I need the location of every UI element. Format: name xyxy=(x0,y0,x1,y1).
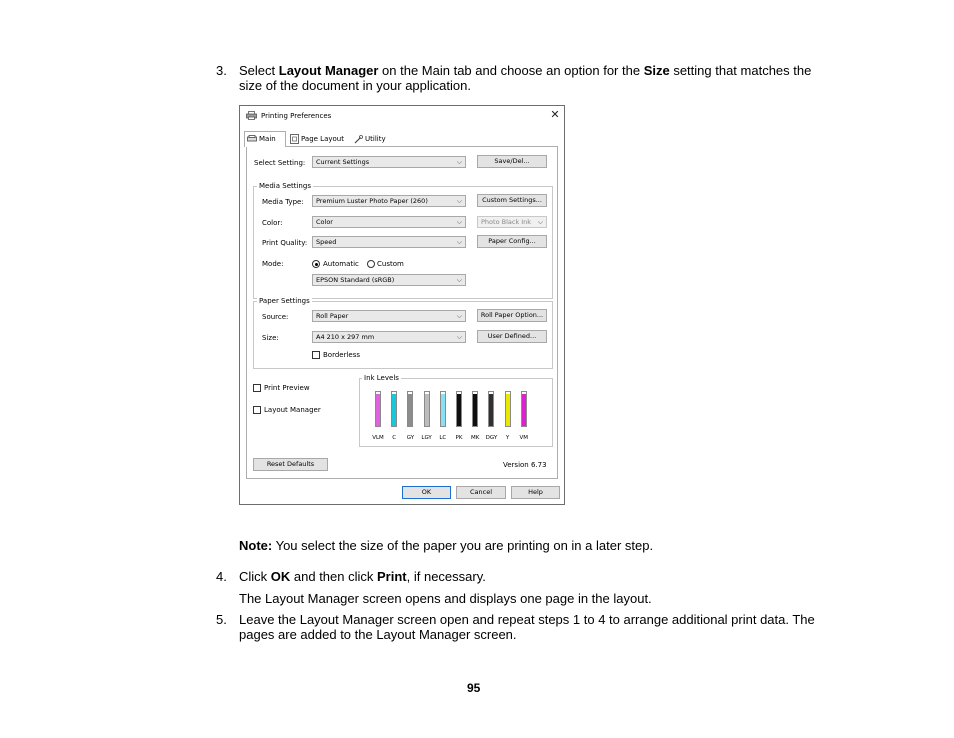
mode-dropdown[interactable]: EPSON Standard (sRGB) ⌵ xyxy=(312,274,466,286)
ink-bar-y xyxy=(505,391,511,427)
dialog-title: Printing Preferences xyxy=(261,112,332,120)
wrench-icon xyxy=(354,135,363,144)
ink-fill xyxy=(425,394,429,426)
ink-levels-title: Ink Levels xyxy=(364,374,399,382)
mode-label: Mode: xyxy=(262,260,284,268)
ink-label: PK xyxy=(455,435,463,441)
user-defined-button[interactable]: User Defined... xyxy=(477,330,547,343)
ink-label: VLM xyxy=(372,435,384,441)
step-5-text-line2: pages are added to the Layout Manager screen. xyxy=(239,627,517,642)
step-3-text: Select Layout Manager on the Main tab and choose an option for the Size setting that matches the xyxy=(239,63,812,78)
note-text: Note: You select the size of the paper you are printing on in a later step. xyxy=(239,538,654,553)
ink-fill xyxy=(473,394,477,426)
ink-label: Y xyxy=(505,435,510,441)
ink-label: DGY xyxy=(485,435,498,441)
print-preview-label: Print Preview xyxy=(264,384,310,392)
ink-fill xyxy=(506,394,510,426)
chevron-down-icon: ⌵ xyxy=(456,158,462,166)
step-number: 4. xyxy=(216,569,227,584)
size-label: Size: xyxy=(262,334,279,342)
chevron-down-icon: ⌵ xyxy=(456,197,462,205)
ink-label: C xyxy=(392,435,397,441)
tab-utility[interactable]: Utility xyxy=(352,133,392,147)
close-icon[interactable]: ✕ xyxy=(550,108,560,121)
step-4-followup: The Layout Manager screen opens and displays one page in the layout. xyxy=(239,591,652,606)
custom-settings-button[interactable]: Custom Settings... xyxy=(477,194,547,207)
ink-label: LC xyxy=(439,435,447,441)
ink-bar-vm xyxy=(521,391,527,427)
tab-page-layout[interactable]: Page Layout xyxy=(288,133,350,147)
page-number: 95 xyxy=(467,681,481,695)
ink-fill xyxy=(522,394,526,426)
source-dropdown[interactable]: Roll Paper ⌵ xyxy=(312,310,466,322)
ink-bar-lgy xyxy=(424,391,430,427)
ink-label: MK xyxy=(471,435,480,441)
color-dropdown[interactable]: Color ⌵ xyxy=(312,216,466,228)
chevron-down-icon: ⌵ xyxy=(537,218,543,226)
color-label: Color: xyxy=(262,219,283,227)
select-setting-dropdown[interactable]: Current Settings ⌵ xyxy=(312,156,466,168)
step-number: 5. xyxy=(216,612,227,627)
ink-label: GY xyxy=(406,435,415,441)
mode-automatic-label: Automatic xyxy=(323,260,359,268)
print-quality-label: Print Quality: xyxy=(262,239,308,247)
media-type-dropdown[interactable]: Premium Luster Photo Paper (260) ⌵ xyxy=(312,195,466,207)
ink-bar-vlm xyxy=(375,391,381,427)
chevron-down-icon: ⌵ xyxy=(456,238,462,246)
ink-bar-gy xyxy=(407,391,413,427)
layout-manager-checkbox[interactable] xyxy=(253,406,261,414)
select-setting-label: Select Setting: xyxy=(254,159,306,167)
step-number: 3. xyxy=(216,63,227,78)
cancel-button[interactable]: Cancel xyxy=(456,486,506,499)
mode-custom-label: Custom xyxy=(377,260,404,268)
ink-bar-c xyxy=(391,391,397,427)
save-del-button[interactable]: Save/Del... xyxy=(477,155,547,168)
chevron-down-icon: ⌵ xyxy=(456,276,462,284)
chevron-down-icon: ⌵ xyxy=(456,218,462,226)
ink-bar-pk xyxy=(456,391,462,427)
ink-fill xyxy=(489,394,493,426)
ink-bar-mk xyxy=(472,391,478,427)
media-type-label: Media Type: xyxy=(262,198,304,206)
printer-icon xyxy=(247,135,257,143)
roll-paper-option-button[interactable]: Roll Paper Option... xyxy=(477,309,547,322)
version-text: Version 6.73 xyxy=(503,461,547,469)
chevron-down-icon: ⌵ xyxy=(456,333,462,341)
ink-fill xyxy=(457,394,461,426)
black-ink-dropdown: Photo Black Ink ⌵ xyxy=(477,216,547,228)
step-4-text: Click OK and then click Print, if necessary. xyxy=(239,569,486,584)
step-3-text-line2: size of the document in your application. xyxy=(239,78,471,93)
ink-bar-dgy xyxy=(488,391,494,427)
chevron-down-icon: ⌵ xyxy=(456,312,462,320)
ink-fill xyxy=(441,394,445,426)
print-preview-checkbox[interactable] xyxy=(253,384,261,392)
paper-config-button[interactable]: Paper Config... xyxy=(477,235,547,248)
step-5-text: Leave the Layout Manager screen open and repeat steps 1 to 4 to arrange additional print data. The xyxy=(239,612,815,627)
paper-settings-title: Paper Settings xyxy=(259,297,310,305)
print-quality-dropdown[interactable]: Speed ⌵ xyxy=(312,236,466,248)
ink-fill xyxy=(408,394,412,426)
ink-label: VM xyxy=(519,435,529,441)
size-dropdown[interactable]: A4 210 x 297 mm ⌵ xyxy=(312,331,466,343)
ink-label: LGY xyxy=(421,435,432,441)
ink-bar-lc xyxy=(440,391,446,427)
borderless-label: Borderless xyxy=(323,351,361,359)
reset-defaults-button[interactable]: Reset Defaults xyxy=(253,458,328,471)
layout-manager-label: Layout Manager xyxy=(264,406,321,414)
ink-fill xyxy=(376,394,380,426)
borderless-checkbox[interactable] xyxy=(312,351,320,359)
ink-fill xyxy=(392,394,396,426)
printing-preferences-dialog xyxy=(239,105,565,505)
media-settings-title: Media Settings xyxy=(259,182,311,190)
mode-custom-radio[interactable] xyxy=(367,260,375,268)
printer-icon xyxy=(246,111,257,120)
ok-button[interactable]: OK xyxy=(402,486,451,499)
mode-automatic-radio[interactable] xyxy=(312,260,320,268)
page-icon xyxy=(290,134,299,144)
source-label: Source: xyxy=(262,313,289,321)
help-button[interactable]: Help xyxy=(511,486,560,499)
tab-main[interactable]: Main xyxy=(244,131,286,147)
